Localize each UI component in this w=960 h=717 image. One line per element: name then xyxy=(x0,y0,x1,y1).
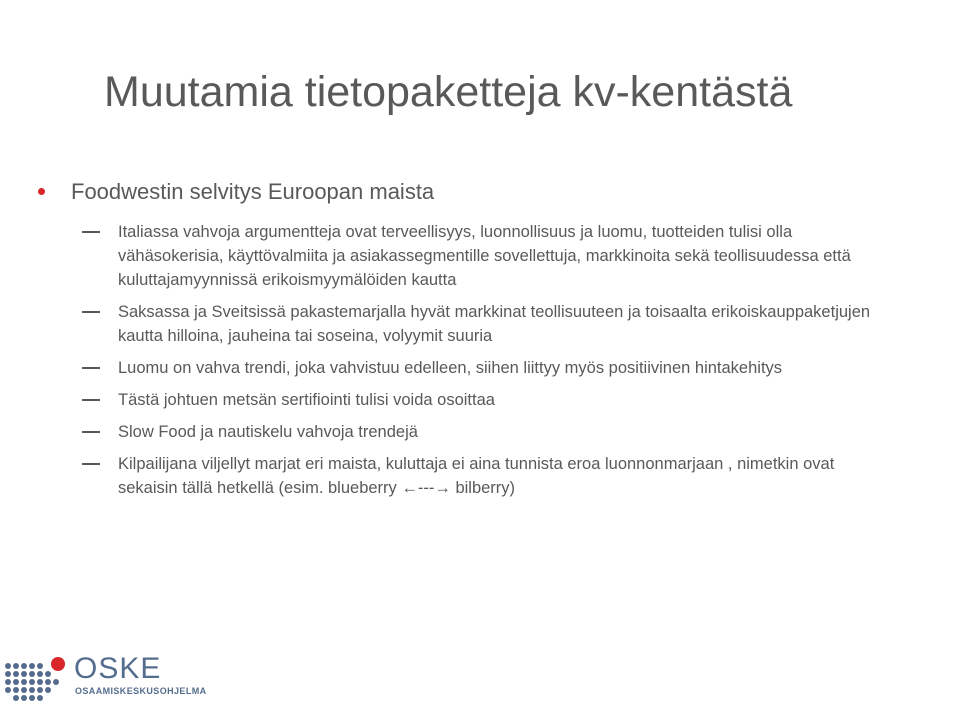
sub-bullet-item xyxy=(82,420,882,444)
sub-bullet-text: Luomu on vahva trendi, joka vahvistuu edelleen, siihen liittyy myös positiivinen hintakehitys xyxy=(118,359,783,377)
sub-bullet-item xyxy=(82,300,882,348)
dash-icon xyxy=(82,231,100,233)
dash-icon xyxy=(82,463,100,465)
dash-icon xyxy=(82,399,100,401)
dot-grid-icon xyxy=(5,663,59,701)
bullet-item xyxy=(38,176,918,208)
sub-bullet-text: Saksassa ja Sveitsissä pakastemarjalla hyvät markkinat teollisuuteen ja toisaalta erikoiskauppaketjujen kautta hilloina, jauheina tai soseina, volyymit suuria xyxy=(118,303,871,345)
sub-bullet-text: Slow Food ja nautiskelu vahvoja trendejä xyxy=(118,423,418,441)
red-dot-icon xyxy=(51,657,65,671)
sub-bullet-item xyxy=(82,452,882,500)
dash-icon xyxy=(82,367,100,369)
dash-icon xyxy=(82,431,100,433)
sub-bullet-text: Italiassa vahvoja argumentteja ovat terveellisyys, luonnollisuus ja luomu, tuotteiden tulisi olla vähäsokerisia, käyttövalmiita ja asiakassegmentille sovellettuja, markkinoita sekä teollisuudessa että kuluttajamyynnissä erikoismyymälöiden kautta xyxy=(118,223,851,289)
sub-bullet-item xyxy=(82,220,882,292)
slide-title: Muutamia tietopaketteja kv-kentästä xyxy=(104,68,793,116)
dash-icon xyxy=(82,311,100,313)
logo-name: OSKE xyxy=(74,652,162,685)
sub-bullet-text: Tästä johtuen metsän sertifiointi tulisi voida osoittaa xyxy=(118,391,495,409)
logo-tagline: OSAAMISKESKUSOHJELMA xyxy=(75,686,207,696)
bullet-dot-icon xyxy=(38,188,45,195)
sub-bullet-item xyxy=(82,356,882,380)
sub-bullet-item xyxy=(82,388,882,412)
sub-bullet-text: Kilpailijana viljellyt marjat eri maista, kuluttaja ei aina tunnista eroa luonnonmarjaan , nimetkin ovat sekaisin tällä hetkellä (esim. blueberry ←---→ bilberry) xyxy=(118,455,835,497)
sub-bullet-list xyxy=(82,220,882,508)
bullet-text: Foodwestin selvitys Euroopan maista xyxy=(71,179,435,204)
